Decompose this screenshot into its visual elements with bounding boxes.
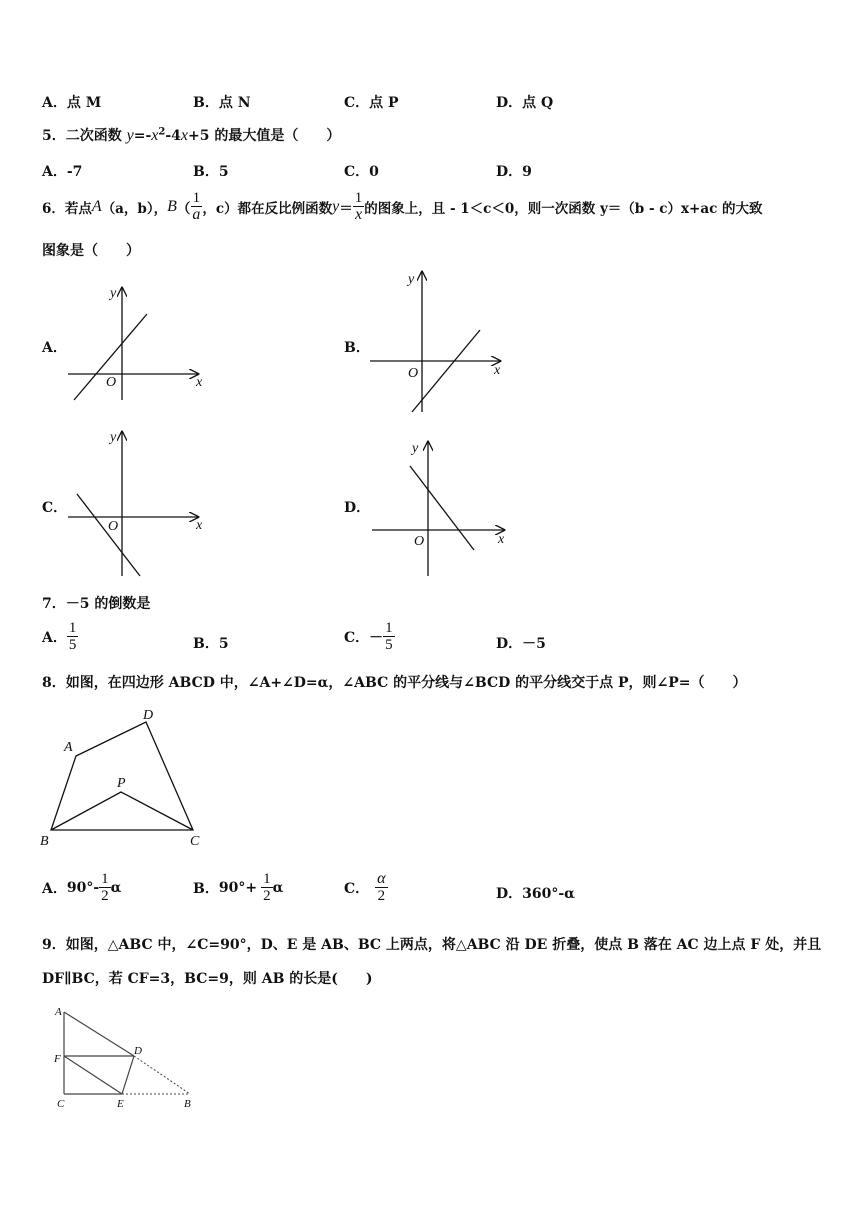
q4-option-d: D．点 Q — [496, 95, 554, 111]
q5-option-a: A．-7 — [42, 164, 83, 180]
graph-c-x-label: x — [196, 518, 203, 533]
q8-option-a: A． 90°- $\frac{1}{2}$ α — [42, 871, 122, 904]
q7-option-c: C． － $\frac{1}{5}$ — [344, 620, 393, 653]
q6-option-b-label: B． — [344, 340, 370, 356]
graph-b-axes — [370, 272, 501, 412]
q4-option-a: A．点 M — [42, 95, 102, 111]
q9-label-e: E — [117, 1098, 124, 1110]
q5-option-c: C．0 — [344, 164, 379, 180]
q8-label-d: D — [143, 708, 154, 723]
graph-a-x-label: x — [196, 375, 203, 390]
q5-stem: 5．二次函数 $y=-x^2-4x+5$ 的最大值是（ ） — [42, 126, 341, 144]
q5-option-b: B．5 — [193, 164, 229, 180]
q7-option-d: D．－5 — [496, 636, 546, 652]
graph-d-axes — [372, 441, 505, 576]
graph-a-y-label: y — [110, 286, 117, 301]
q8-label-c: C — [190, 834, 200, 849]
q9-label-a: A — [55, 1006, 62, 1018]
graph-a-origin: O — [106, 375, 117, 390]
q9-label-c: C — [57, 1098, 65, 1110]
q4-option-b: B．点 N — [193, 95, 251, 111]
graph-b-origin: O — [408, 366, 419, 381]
q9-stem-line2: DF∥BC，若 CF=3，BC=9，则 AB 的长是( ) — [42, 971, 373, 987]
q9-label-d: D — [134, 1045, 142, 1057]
q8-label-a: A — [64, 740, 73, 755]
q8-option-b: B． 90°+ $\frac{1}{2}$ α — [193, 871, 284, 904]
q8-option-d: D．360°-α — [496, 886, 575, 902]
q9-label-b: B — [184, 1098, 191, 1110]
graph-c-axes — [68, 430, 203, 576]
graph-b-x-label: x — [494, 363, 501, 378]
q8-option-c: C． $\frac{\alpha}{2}$ — [344, 870, 386, 904]
q9-label-f: F — [54, 1053, 61, 1065]
graph-c-y-label: y — [110, 430, 117, 445]
graph-d-origin: O — [414, 534, 425, 549]
q6-option-c-label: C． — [42, 500, 68, 516]
graph-b-y-label: y — [408, 272, 415, 287]
q6-fraction-1-over-a: $\frac{1}{a}$ — [192, 190, 201, 223]
q7-option-a: A． $\frac{1}{5}$ — [42, 620, 77, 653]
q5-option-d: D．9 — [496, 164, 532, 180]
q6-option-a-label: A． — [42, 340, 67, 356]
q6-option-d-label: D． — [344, 500, 371, 516]
graph-c-origin: O — [108, 519, 119, 534]
q7-stem: 7．－5 的倒数是 — [42, 596, 151, 612]
graph-d-x-label: x — [498, 532, 505, 547]
graph-a-axes — [68, 286, 203, 400]
q8-quadrilateral-figure — [40, 708, 200, 849]
q6-fraction-1-over-x: $\frac{1}{x}$ — [354, 190, 363, 223]
q8-label-p: P — [117, 776, 126, 791]
q6-stem-line1: 6．若点 A （a，b）， B （ $\frac{1}{a}$ ，c）都在反比例函数 y ＝ $\frac{1}{x}$ 的图象上，且 - 1＜c＜0，则一次函数 y＝（b - c）x+ac 的大致 — [42, 190, 763, 223]
q4-option-c: C．点 P — [344, 95, 399, 111]
q7-option-b: B．5 — [193, 636, 229, 652]
q6-stem-line2: 图象是（ ） — [42, 243, 140, 259]
q9-triangle-figure — [53, 1006, 191, 1110]
q8-stem: 8．如图，在四边形 ABCD 中，∠A+∠D=α，∠ABC 的平分线与∠BCD 的平分线交于点 P，则∠P=（ ） — [42, 675, 747, 691]
graph-d-y-label: y — [412, 441, 419, 456]
q8-label-b: B — [40, 834, 49, 849]
q9-stem-line1: 9．如图，△ABC 中，∠C=90°，D、E 是 AB、BC 上两点，将△ABC 沿 DE 折叠，使点 B 落在 AC 边上点 F 处，并且 — [42, 937, 822, 953]
